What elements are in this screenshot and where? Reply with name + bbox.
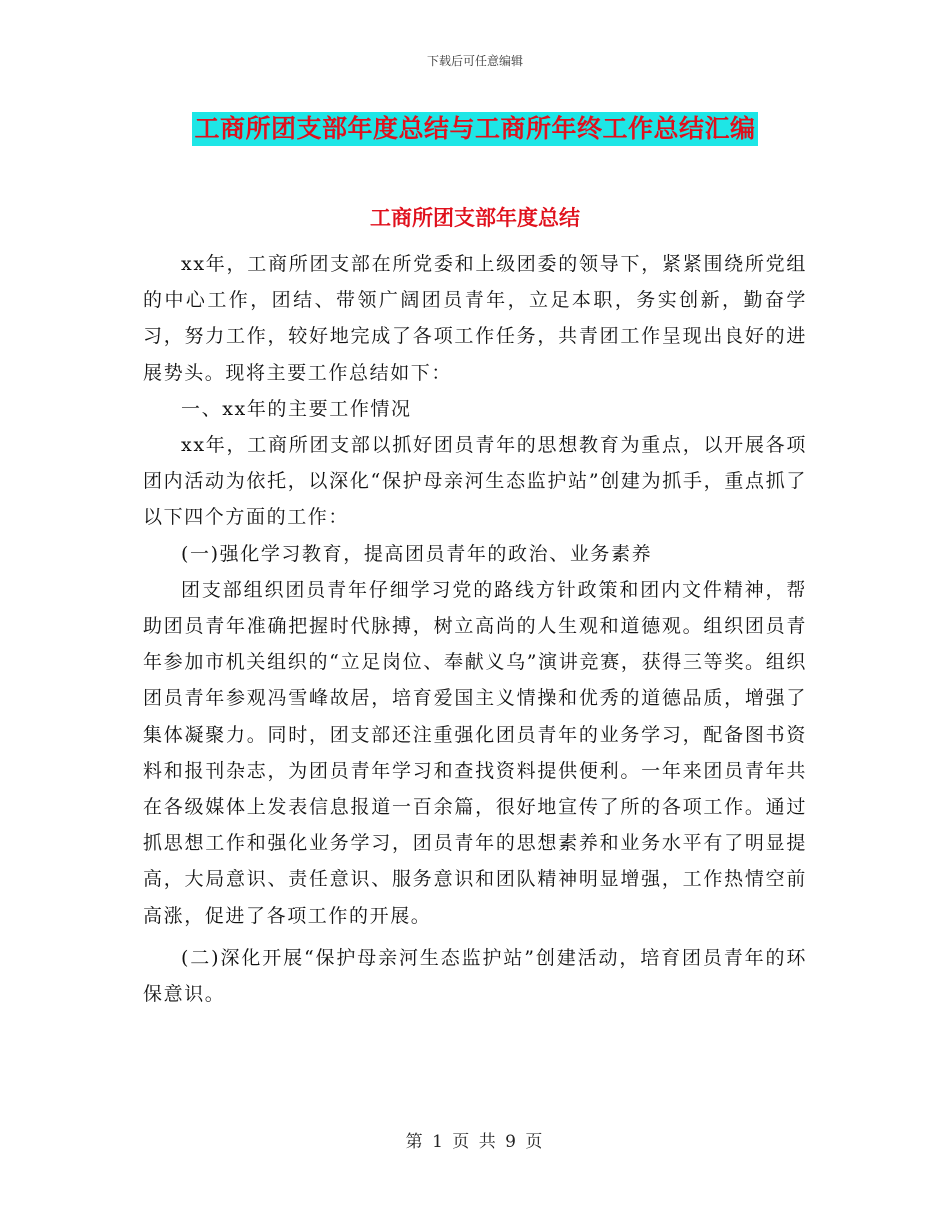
- document-title: 工商所团支部年度总结与工商所年终工作总结汇编: [192, 112, 757, 146]
- heading-main-work: 一、xx年的主要工作情况: [181, 397, 412, 420]
- subheading-study-education: (一)强化学习教育，提高团员青年的政治、业务素养: [181, 542, 653, 565]
- page-header-note: 下载后可任意编辑: [426, 54, 523, 68]
- document-body: [143, 246, 807, 1012]
- paragraph-study-education: 团支部组织团员青年仔细学习党的路线方针政策和团内文件精神，帮助团员青年准确把握时代脉搏，树立高尚的人生观和道德观。组织团员青年参加市机关组织的“立足岗位、奉献义乌”演讲竞赛，获得三等奖。组织团员青年参观冯雪峰故居，培育爱国主义情操和优秀的道德品质，增强了集体凝聚力。同时，团支部还注重强化团员青年的业务学习，配备图书资料和报刊杂志，为团员青年学习和查找资料提供便利。一年来团员青年共在各级媒体上发表信息报道一百余篇，很好地宣传了所的各项工作。通过抓思想工作和强化业务学习，团员青年的思想素养和业务水平有了明显提高，大局意识、责任意识、服务意识和团队精神明显增强，工作热情空前高涨，促进了各项工作的开展。: [143, 578, 807, 927]
- paragraph-intro: xx年，工商所团支部在所党委和上级团委的领导下，紧紧围绕所党组的中心工作，团结、带领广阔团员青年，立足本职，务实创新，勤奋学习，努力工作，较好地完成了各项工作任务，共青团工作呈现出良好的进展势头。现将主要工作总结如下：: [143, 253, 807, 384]
- page-number: 第 1 页 共 9 页: [405, 1132, 545, 1152]
- section-title: 工商所团支部年度总结: [370, 205, 580, 230]
- subheading-river-protection: (二)深化开展“保护母亲河生态监护站”创建活动，培育团员青年的环保意识。: [143, 946, 807, 1006]
- paragraph-overview: xx年，工商所团支部以抓好团员青年的思想教育为重点，以开展各项团内活动为依托，以深化“保护母亲河生态监护站”创建为抓手，重点抓了以下四个方面的工作：: [143, 434, 807, 529]
- document-title-container: [0, 112, 950, 146]
